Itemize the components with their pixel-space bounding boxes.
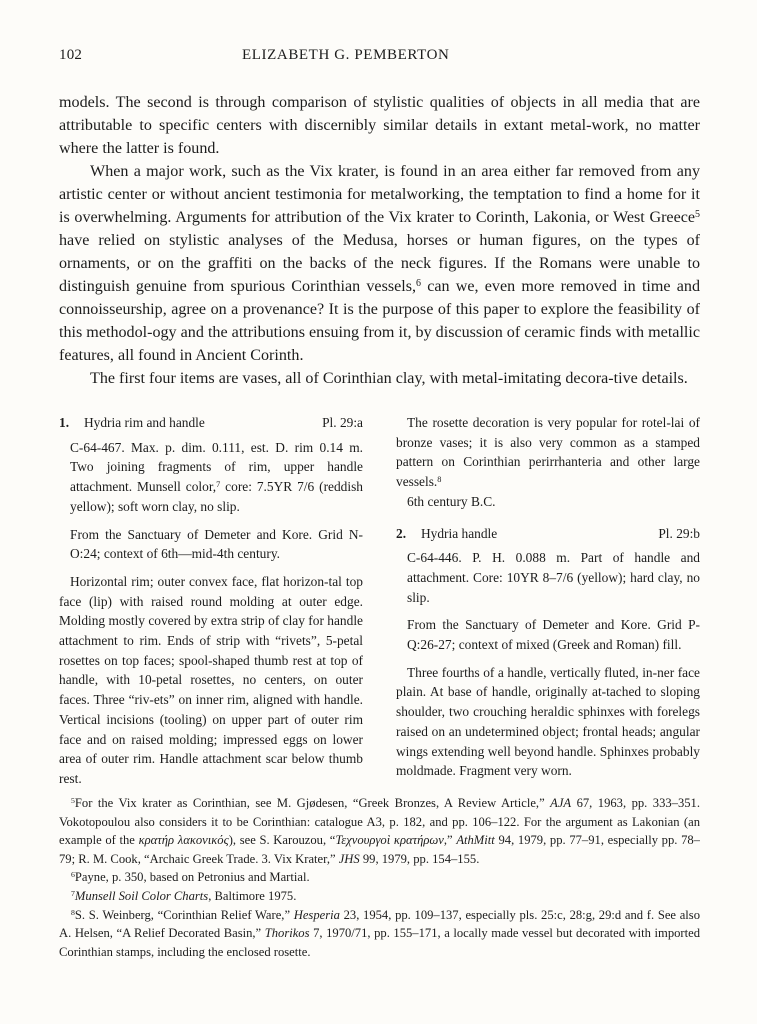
footnote-ref-5[interactable]: 5	[695, 209, 700, 221]
catalog-item-2-catalog: C-64-446. P. H. 0.088 m. Part of handle and attachment. Core: 10YR 8–7/6 (yellow); hard clay, no slip.	[407, 550, 700, 605]
catalog-item-1-date-text: 6th century	[407, 493, 471, 509]
footnote-8-text-b: 23, 1954, pp. 109–137, especially pls. 25:c, 28:g, 29:d and f. See also A. Helsen, “A Relief Decorated Basin,”	[59, 907, 700, 941]
catalog-item-1-findspot: From the Sanctuary of Demeter and Kore. Grid N-O:24; context of 6th—mid-4th century.	[70, 526, 363, 562]
footnote-5	[59, 794, 700, 868]
footnotes	[59, 794, 700, 961]
p2-part-a: When a major work, such as the Vix krater, is found in an area either far removed from any artistic center or without ancient testimonia for metalworking, the temptation to find a home for it is overwhelming. Arguments for attribution of the Vix krater to Corinth, Lakonia, or West Greece	[59, 163, 700, 226]
footnote-5-text-a: For the Vix krater as Corinthian, see M. Gjødesen, “Greek Bronzes, A Review Article,”	[74, 796, 551, 810]
footnote-5-journal: AJA	[550, 796, 572, 810]
catalog-item-2-heading	[396, 524, 700, 544]
body-text	[59, 91, 700, 390]
catalog-item-2-findspot: From the Sanctuary of Demeter and Kore. Grid P-Q:26-27; context of mixed (Greek and Roman) fill.	[407, 617, 700, 653]
footnote-7-number: 7	[71, 889, 75, 899]
body-paragraph-3: The first four items are vases, all of Corinthian clay, with metal-imitating decora-tive details.	[90, 370, 688, 387]
footnote-5-text-e: 94, 1979, pp. 77–91, especially pp. 78–79; R. M. Cook, “Archaic Greek Trade. 3. Vix Krater,”	[59, 833, 700, 866]
footnote-5-greek-1: κρατήρ λακονικός	[138, 833, 229, 848]
page-number: 102	[59, 47, 83, 63]
footnote-5-text-c: ), see S. Karouzou, “	[228, 833, 336, 848]
catalog-item-2-plate[interactable]: Pl. 29:b	[658, 525, 700, 541]
catalog-item-1-catalog-text-b: core: 7.5YR 7/6 (reddish yellow); soft worn clay, no slip.	[70, 479, 363, 514]
footnote-5-text-b: 67, 1963, pp. 333–351. Vokotopoulou also considers it to be Corinthian: catalogue A3, p. 182, and pp. 106–122. For the argument as Lakonian (an example of the	[59, 796, 701, 848]
catalog-item-1-catalog-text: C-64-467. Max. p. dim. 0.111, est. D. rim 0.14 m. Two joining fragments of rim, upper handle attachment. Munsell color,	[70, 439, 363, 495]
footnote-5-text-f: 99, 1979, pp. 154–155.	[359, 851, 480, 866]
footnote-5-journal-3: JHS	[338, 851, 360, 866]
catalog-item-2-title: Hydria handle	[421, 525, 498, 541]
footnote-7	[59, 887, 700, 906]
footnote-5-number: 5	[71, 796, 75, 806]
footnote-6-text: Payne, p. 350, based on Petronius and Martial.	[74, 870, 310, 885]
body-paragraph-1: models. The second is through comparison of stylistic qualities of objects in all media that are attributable to specific centers with discernibly similar details in extant metal-work, no matter where the latter is found.	[59, 94, 700, 157]
catalog-item-1-description: Horizontal rim; outer convex face, flat horizon-tal top face (lip) with raised round molding at outer edge. Molding mostly covered by extra strip of clay for handle attachment to rim. Ends of strip with “rivets”, 5-petal rosettes on top faces; spool-shaped thumb rest at top of handle, with 10-petal rosettes, no centers, on outer faces. Three “riv-ets” on inner rim, aligned with handle. Vertical incisions (tooling) on upper part of outer rim face and on raised molding; impressed eggs on lower area of outer rim. Handle attachment scar below thumb rest.	[59, 573, 363, 786]
footnote-5-text-d: ,”	[443, 833, 457, 848]
catalog-item-1-plate[interactable]: Pl. 29:a	[322, 415, 363, 430]
catalog-item-1-title: Hydria rim and handle	[84, 415, 205, 430]
catalog-item-1-catalog	[59, 438, 363, 517]
running-head-author: ELIZABETH G. PEMBERTON	[242, 47, 450, 63]
footnote-8-number: 8	[71, 907, 75, 917]
catalog-column-left	[59, 413, 363, 789]
catalog-item-2-description: Three fourths of a handle, vertically fluted, in-ner face plain. At base of handle, originally at-tached to sloping shoulder, two crouching heraldic sphinxes with forelegs raised on an undetermined object; frontal heads; angular wings extending well beyond handle. Sphinxes probably moldmade. Fragment very worn.	[396, 664, 700, 779]
footnote-5-greek-2: Τεχνουργοὶ κρατήρων	[335, 833, 444, 848]
footnote-7-title: Munsell Soil Color Charts	[74, 888, 209, 903]
footnote-5-journal-2: AthMitt	[456, 833, 495, 848]
catalog-item-2-number: 2.	[396, 525, 407, 541]
p2-part-c: can we, even more removed in time and connoisseurship, agree on a provenance? It is the purpose of this paper to explore the feasibility of this methodol-ogy and the attributions ensuing from it, by discussion of ceramic finds with metallic features, all found in Ancient Corinth.	[59, 278, 701, 364]
body-paragraph-2	[59, 160, 700, 367]
footnote-7-text: , Baltimore 1975.	[208, 888, 297, 903]
footnote-6	[59, 868, 700, 887]
footnote-8-text-c: 7, 1970/71, pp. 155–171, a locally made vessel but decorated with imported Corinthian stamps, including the enclosed rosette.	[59, 926, 700, 959]
catalog-item-1-heading	[59, 413, 363, 433]
footnote-6-number: 6	[71, 870, 75, 880]
footnote-ref-6[interactable]: 6	[416, 278, 421, 290]
catalog-item-1-discussion-text: The rosette decoration is very popular for rotel-lai of bronze vases; it is also very common as a stamped pattern on Corinthian perirrhanteria and other large vessels.	[396, 415, 700, 490]
catalog-item-1-discussion	[396, 413, 700, 492]
catalog-item-1-date-era: B.C.	[470, 493, 496, 509]
catalog-column-right	[396, 413, 700, 781]
catalog-item-1-number: 1.	[59, 415, 70, 430]
p2-part-b: have relied on stylistic analyses of the Medusa, horses or human figures, on the types of ornaments, or on the graffiti on the backs of the neck figures. If the Romans were unable to distinguish genuine from spurious Corinthian vessels,	[59, 232, 700, 295]
footnote-ref-7[interactable]: 7	[216, 479, 221, 489]
footnote-8-journal-2: Thorikos	[264, 926, 310, 941]
footnote-ref-8[interactable]: 8	[437, 474, 442, 484]
footnote-8	[59, 906, 700, 962]
footnote-8-text-a: S. S. Weinberg, “Corinthian Relief Ware,”	[74, 907, 294, 922]
catalog-item-1-date	[396, 492, 700, 512]
footnote-8-journal: Hesperia	[293, 907, 340, 922]
